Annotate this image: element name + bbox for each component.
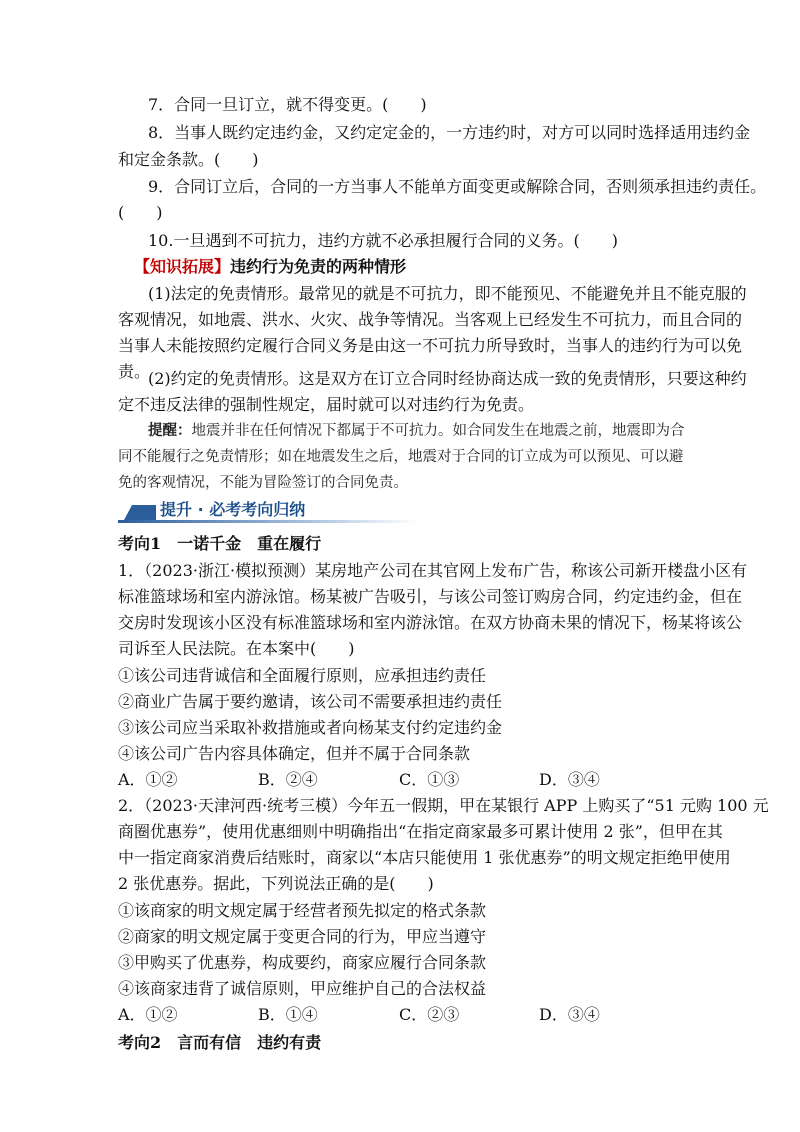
knowledge-p1-line2: 客观情况，如地震、洪水、火灾、战争等情况。当客观上已经发生不可抗力，而且合同的 bbox=[118, 310, 743, 329]
statement-9-line2: ( ) bbox=[118, 203, 163, 222]
q2-statement-2: ②商家的明文规定属于变更合同的行为，甲应当遵守 bbox=[118, 927, 487, 946]
q1-stem-line1: 1．（2023·浙江·模拟预测）某房地产公司在其官网上发布广告，称该公司新开楼盘小区有 bbox=[118, 561, 748, 580]
q2-statement-3: ③甲购买了优惠券，构成要约，商家应履行合同条款 bbox=[118, 953, 487, 972]
q1-stem-line2: 标准篮球场和室内游泳馆。杨某被广告吸引，与该公司签订购房合同，约定违约金，但在 bbox=[118, 587, 743, 606]
q2-statement-1: ①该商家的明文规定属于经营者预先拟定的格式条款 bbox=[118, 901, 487, 920]
q1-option-c: C．①③ bbox=[399, 770, 460, 789]
q2-stem-line2: 商圈优惠券”，使用优惠细则中明确指出“在指定商家最多可累计使用 2 张”，但甲在其 bbox=[118, 822, 723, 841]
statement-8-line2: 和定金条款。( ) bbox=[118, 150, 259, 169]
q1-option-d: D．③④ bbox=[539, 770, 600, 789]
tip-line2: 同不能履行之免责情形；如在地震发生之后，地震对于合同的订立成为可以预见、可以避 bbox=[118, 449, 684, 465]
direction-1-heading: 考向1 一诺千金 重在履行 bbox=[118, 534, 322, 553]
q1-stem-line3: 交房时发现该小区没有标准篮球场和室内游泳馆。在双方协商未果的情况下，杨某将该公 bbox=[118, 613, 743, 632]
q2-option-d: D．③④ bbox=[539, 1005, 600, 1024]
q1-statement-4: ④该公司广告内容具体确定，但并不属于合同条款 bbox=[118, 744, 471, 763]
knowledge-title: 违约行为免责的两种情形 bbox=[230, 257, 407, 276]
knowledge-tag: 【知识拓展】 bbox=[134, 257, 231, 276]
statement-8-line1: 8．当事人既约定违约金，又约定定金的，一方违约时，对方可以同时选择适用违约金 bbox=[148, 123, 751, 142]
q2-stem-line1: 2．（2023·天津河西·统考三模）今年五一假期，甲在某银行 APP 上购买了“51 元购 100 元 bbox=[118, 796, 769, 815]
q2-option-a: A．①② bbox=[118, 1005, 178, 1024]
statement-9-line1: 9．合同订立后，合同的一方当事人不能单方面变更或解除合同，否则须承担违约责任。 bbox=[148, 177, 767, 196]
q1-option-a: A．①② bbox=[118, 770, 178, 789]
section-banner-title: 提升 · 必考考向归纳 bbox=[160, 500, 306, 519]
q1-option-b: B．②④ bbox=[258, 770, 318, 789]
q2-stem-line4: 2 张优惠券。据此，下列说法正确的是( ) bbox=[118, 874, 434, 893]
tip-line1 bbox=[148, 420, 685, 442]
q2-option-c: C．②③ bbox=[399, 1005, 460, 1024]
statement-7: 7．合同一旦订立，就不得变更。( ) bbox=[148, 95, 427, 114]
knowledge-p1-line4: 责。 bbox=[118, 362, 151, 381]
knowledge-p2-line2: 定不违反法律的强制性规定，届时就可以对违约行为免责。 bbox=[118, 395, 535, 414]
knowledge-p1-line3: 当事人未能按照约定履行合同义务是由这一不可抗力所导致时，当事人的违约行为可以免 bbox=[118, 336, 743, 355]
tip-text: 地震并非在任何情况下都属于不可抗力。如合同发生在地震之前，地震即为合 bbox=[191, 423, 685, 439]
knowledge-heading bbox=[134, 256, 406, 278]
q2-option-b: B．①④ bbox=[258, 1005, 318, 1024]
q1-statement-3: ③该公司应当采取补救措施或者向杨某支付约定违约金 bbox=[118, 718, 503, 737]
knowledge-p2-line1: (2)约定的免责情形。这是双方在订立合同时经协商达成一致的免责情形，只要这种约 bbox=[148, 369, 747, 388]
section-banner-icon bbox=[124, 505, 156, 520]
knowledge-p1-line1: (1)法定的免责情形。最常见的就是不可抗力，即不能预见、不能避免并且不能克服的 bbox=[148, 284, 747, 303]
tip-label: 提醒： bbox=[148, 423, 192, 439]
tip-line3: 免的客观情况，不能为冒险签订的合同免责。 bbox=[118, 475, 408, 491]
direction-2-heading: 考向2 言而有信 违约有责 bbox=[118, 1033, 322, 1052]
q1-statement-1: ①该公司违背诚信和全面履行原则，应承担违约责任 bbox=[118, 666, 487, 685]
q1-statement-2: ②商业广告属于要约邀请，该公司不需要承担违约责任 bbox=[118, 692, 503, 711]
q2-statement-4: ④该商家违背了诚信原则，甲应维护自己的合法权益 bbox=[118, 979, 487, 998]
q2-stem-line3: 中一指定商家消费后结账时，商家以“本店只能使用 1 张优惠券”的明文规定拒绝甲使用 bbox=[118, 848, 731, 867]
q1-stem-line4: 司诉至人民法院。在本案中( ) bbox=[118, 639, 355, 658]
statement-10: 10.一旦遇到不可抗力，违约方就不必承担履行合同的义务。( ) bbox=[148, 231, 618, 250]
